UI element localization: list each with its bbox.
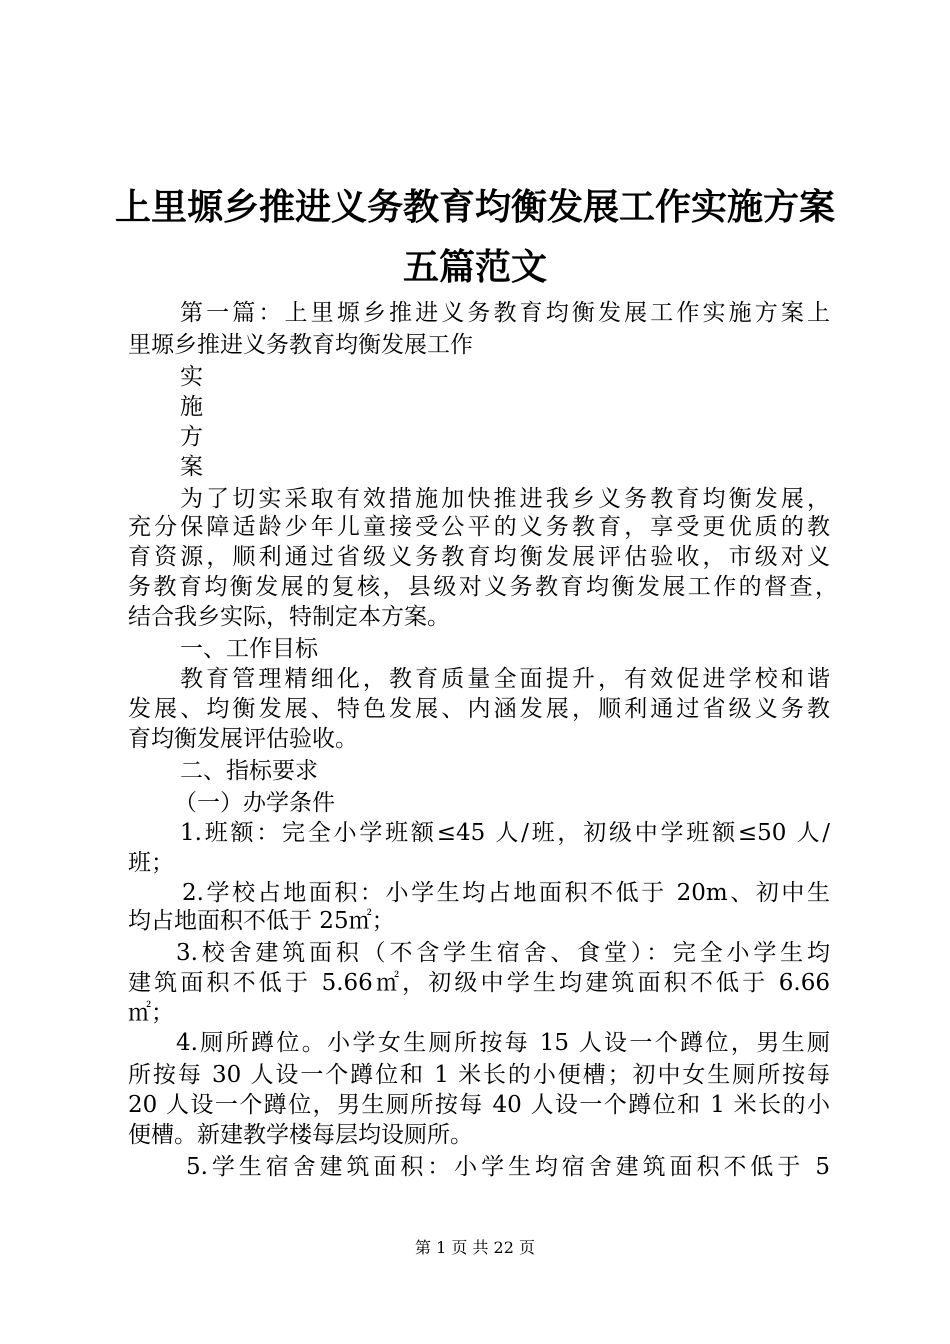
body-line: 2.学校占地面积：小学生均占地面积不低于 20m、初中生 bbox=[182, 880, 830, 906]
body-line: 第一篇：上里塬乡推进义务教育均衡发展工作实施方案上 bbox=[180, 300, 830, 326]
body-line: 发展、均衡发展、特色发展、内涵发展，顺利通过省级义务教 bbox=[128, 696, 830, 722]
body-line: 实 bbox=[180, 364, 203, 390]
body-line: 二、指标要求 bbox=[180, 758, 318, 784]
body-line: 务教育均衡发展的复核，县级对义务教育均衡发展工作的督查， bbox=[128, 574, 838, 600]
body-line: 均占地面积不低于 25㎡； bbox=[128, 908, 395, 934]
body-line: 一、工作目标 bbox=[180, 636, 318, 662]
page-footer: 第 1 页 共 22 页 bbox=[415, 1238, 535, 1257]
body-line: ㎡； bbox=[128, 1000, 174, 1026]
body-line: 3.校舍建筑面积（不含学生宿舍、食堂）：完全小学生均 bbox=[176, 940, 830, 966]
body-line: 班； bbox=[128, 850, 174, 876]
body-line: 里塬乡推进义务教育均衡发展工作 bbox=[128, 332, 473, 358]
body-line: 案 bbox=[180, 454, 203, 480]
body-line: （一）办学条件 bbox=[174, 790, 335, 816]
body-line: 便槽。新建教学楼每层均设厕所。 bbox=[128, 1122, 473, 1148]
body-line: 结合我乡实际，特制定本方案。 bbox=[128, 604, 450, 630]
document-subtitle: 五篇范文 bbox=[402, 247, 547, 288]
body-line: 为了切实采取有效措施加快推进我乡义务教育均衡发展， bbox=[180, 486, 830, 512]
body-line: 建筑面积不低于 5.66㎡，初级中学生均建筑面积不低于 6.66 bbox=[128, 970, 830, 996]
body-line: 育资源，顺利通过省级义务教育均衡发展评估验收，市级对义 bbox=[128, 544, 830, 570]
body-line: 育均衡发展评估验收。 bbox=[128, 726, 358, 752]
body-line: 所按每 30 人设一个蹲位和 1 米长的小便槽；初中女生厕所按每 bbox=[128, 1062, 830, 1088]
body-line: 方 bbox=[180, 424, 203, 450]
body-line: 4.厕所蹲位。小学女生厕所按每 15 人设一个蹲位，男生厕 bbox=[176, 1030, 830, 1056]
body-line: 施 bbox=[180, 394, 203, 420]
body-line: 教育管理精细化，教育质量全面提升，有效促进学校和谐 bbox=[180, 666, 830, 692]
document-title: 上里塬乡推进义务教育均衡发展工作实施方案 bbox=[114, 187, 835, 228]
body-line: 1.班额：完全小学班额≤45 人/班，初级中学班额≤50 人/ bbox=[180, 820, 830, 846]
body-line: 5.学生宿舍建筑面积：小学生均宿舍建筑面积不低于 5 bbox=[186, 1154, 830, 1180]
body-line: 20 人设一个蹲位，男生厕所按每 40 人设一个蹲位和 1 米长的小 bbox=[128, 1092, 830, 1118]
body-line: 充分保障适龄少年儿童接受公平的义务教育，享受更优质的教 bbox=[128, 514, 830, 540]
